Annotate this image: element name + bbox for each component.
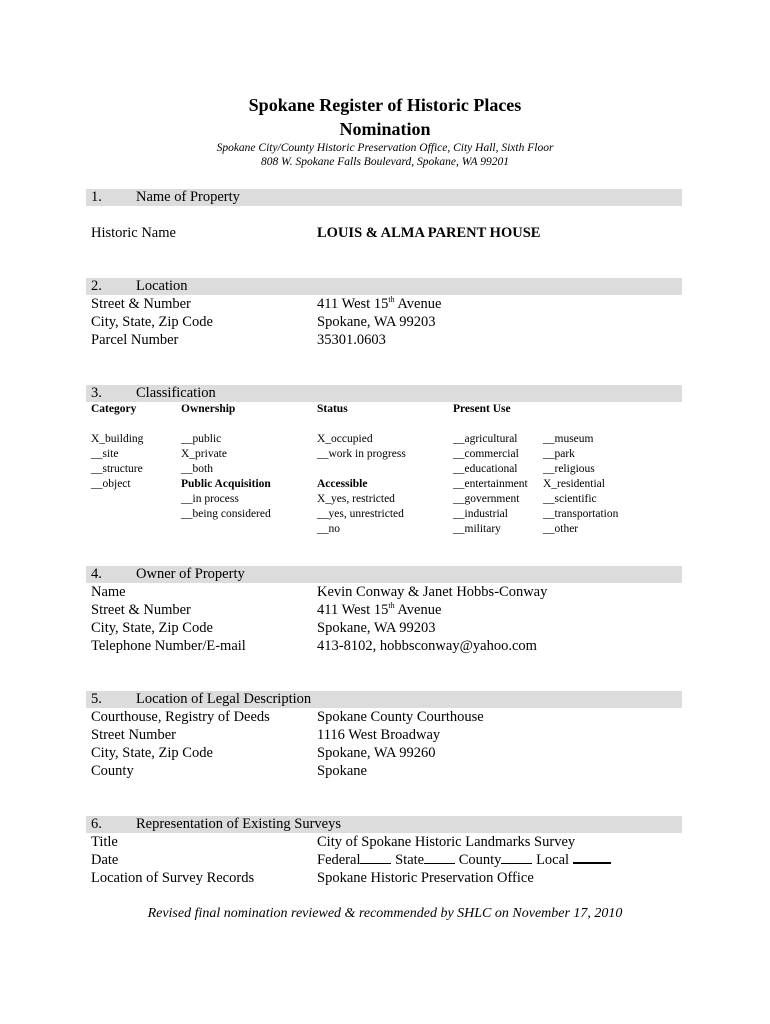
list-item: __religious xyxy=(543,463,595,475)
category-list xyxy=(91,432,143,492)
footer-note: Revised final nomination reviewed & recommended by SHLC on November 17, 2010 xyxy=(147,906,623,921)
owner-city-label: City, State, Zip Code xyxy=(91,620,213,636)
status-list xyxy=(317,432,406,537)
survey-records-label: Location of Survey Records xyxy=(91,870,255,886)
ownership-header: Ownership xyxy=(181,403,236,415)
section-2-title: Location xyxy=(136,278,188,294)
list-item: X_residential xyxy=(543,478,605,490)
legal-city-label: City, State, Zip Code xyxy=(91,745,213,761)
location-street-label: Street & Number xyxy=(91,296,191,312)
section-2-number: 2. xyxy=(91,278,102,294)
survey-title-label: Title xyxy=(91,834,118,850)
document-title: Spokane Register of Historic Places xyxy=(248,95,522,115)
historic-name-value: LOUIS & ALMA PARENT HOUSE xyxy=(317,225,541,241)
public-acquisition-label: Public Acquisition xyxy=(181,478,271,490)
county-option: County xyxy=(458,852,502,868)
county-value: Spokane xyxy=(317,763,367,779)
list-item: __being considered xyxy=(181,508,271,520)
list-item: __educational xyxy=(453,463,518,475)
section-4-title: Owner of Property xyxy=(136,566,245,582)
document-subtitle: Nomination xyxy=(339,119,431,139)
parcel-number-value: 35301.0603 xyxy=(317,332,386,348)
accessible-label: Accessible xyxy=(317,478,368,490)
federal-option: Federal xyxy=(317,852,361,868)
present-use-list-2 xyxy=(543,432,618,537)
list-item: X_private xyxy=(181,448,227,460)
courthouse-label: Courthouse, Registry of Deeds xyxy=(91,709,270,725)
list-item: X_yes, restricted xyxy=(317,493,395,505)
section-3-number: 3. xyxy=(91,385,102,401)
office-address-line2: 808 W. Spokane Falls Boulevard, Spokane, WA 99201 xyxy=(261,156,509,168)
list-item: __no xyxy=(317,523,340,535)
list-item: __transportation xyxy=(543,508,619,520)
list-item: X_building xyxy=(91,433,144,445)
list-item: __other xyxy=(543,523,579,535)
location-street-value: 411 West 15th Avenue xyxy=(317,295,442,312)
list-item: __scientific xyxy=(543,493,597,505)
list-item: __public xyxy=(181,433,222,445)
owner-phone-value: 413-8102, hobbsconway@yahoo.com xyxy=(317,638,537,654)
owner-street-value: 411 West 15th Avenue xyxy=(317,601,442,618)
legal-street-label: Street Number xyxy=(91,727,176,743)
list-item: __industrial xyxy=(453,508,508,520)
list-item: __entertainment xyxy=(453,478,528,490)
list-item: __museum xyxy=(543,433,594,445)
list-item: __agricultural xyxy=(453,433,518,445)
section-6-number: 6. xyxy=(91,816,102,832)
survey-records-value: Spokane Historic Preservation Office xyxy=(317,870,534,886)
ownership-list xyxy=(181,432,271,522)
list-item: __structure xyxy=(91,463,143,475)
section-5-title: Location of Legal Description xyxy=(136,691,312,707)
list-item: __work in progress xyxy=(317,448,406,460)
list-item: __site xyxy=(91,448,119,460)
section-1-number: 1. xyxy=(91,189,102,205)
owner-city-value: Spokane, WA 99203 xyxy=(317,620,436,636)
list-item: __park xyxy=(543,448,575,460)
local-option: Local xyxy=(536,852,570,868)
section-5-number: 5. xyxy=(91,691,102,707)
location-city-value: Spokane, WA 99203 xyxy=(317,314,436,330)
survey-title-value: City of Spokane Historic Landmarks Survey xyxy=(317,834,576,850)
county-label: County xyxy=(91,763,134,779)
legal-street-value: 1116 West Broadway xyxy=(317,727,441,743)
list-item: __object xyxy=(91,478,131,490)
legal-city-value: Spokane, WA 99260 xyxy=(317,745,436,761)
present-use-header: Present Use xyxy=(453,403,511,415)
historic-name-label: Historic Name xyxy=(91,225,176,241)
status-header: Status xyxy=(317,403,348,415)
section-1-title: Name of Property xyxy=(136,189,240,205)
list-item: __in process xyxy=(181,493,239,505)
list-item: __commercial xyxy=(453,448,519,460)
owner-name-label: Name xyxy=(91,584,126,600)
list-item: __military xyxy=(453,523,501,535)
owner-phone-label: Telephone Number/E-mail xyxy=(91,638,246,654)
list-item: __government xyxy=(453,493,520,505)
location-city-label: City, State, Zip Code xyxy=(91,314,213,330)
section-4-number: 4. xyxy=(91,566,102,582)
category-header: Category xyxy=(91,403,137,415)
state-option: State xyxy=(395,852,425,868)
survey-date-options xyxy=(317,852,611,869)
list-item: __both xyxy=(181,463,213,475)
section-6-title: Representation of Existing Surveys xyxy=(136,816,341,832)
survey-date-label: Date xyxy=(91,852,119,868)
owner-name-value: Kevin Conway & Janet Hobbs-Conway xyxy=(317,584,548,600)
present-use-list-1 xyxy=(453,432,528,537)
list-item: __yes, unrestricted xyxy=(317,508,404,520)
list-item: X_occupied xyxy=(317,433,373,445)
owner-street-label: Street & Number xyxy=(91,602,191,618)
section-3-title: Classification xyxy=(136,385,216,401)
office-address-line1: Spokane City/County Historic Preservation Office, City Hall, Sixth Floor xyxy=(216,142,554,154)
courthouse-value: Spokane County Courthouse xyxy=(317,709,484,725)
parcel-number-label: Parcel Number xyxy=(91,332,179,348)
